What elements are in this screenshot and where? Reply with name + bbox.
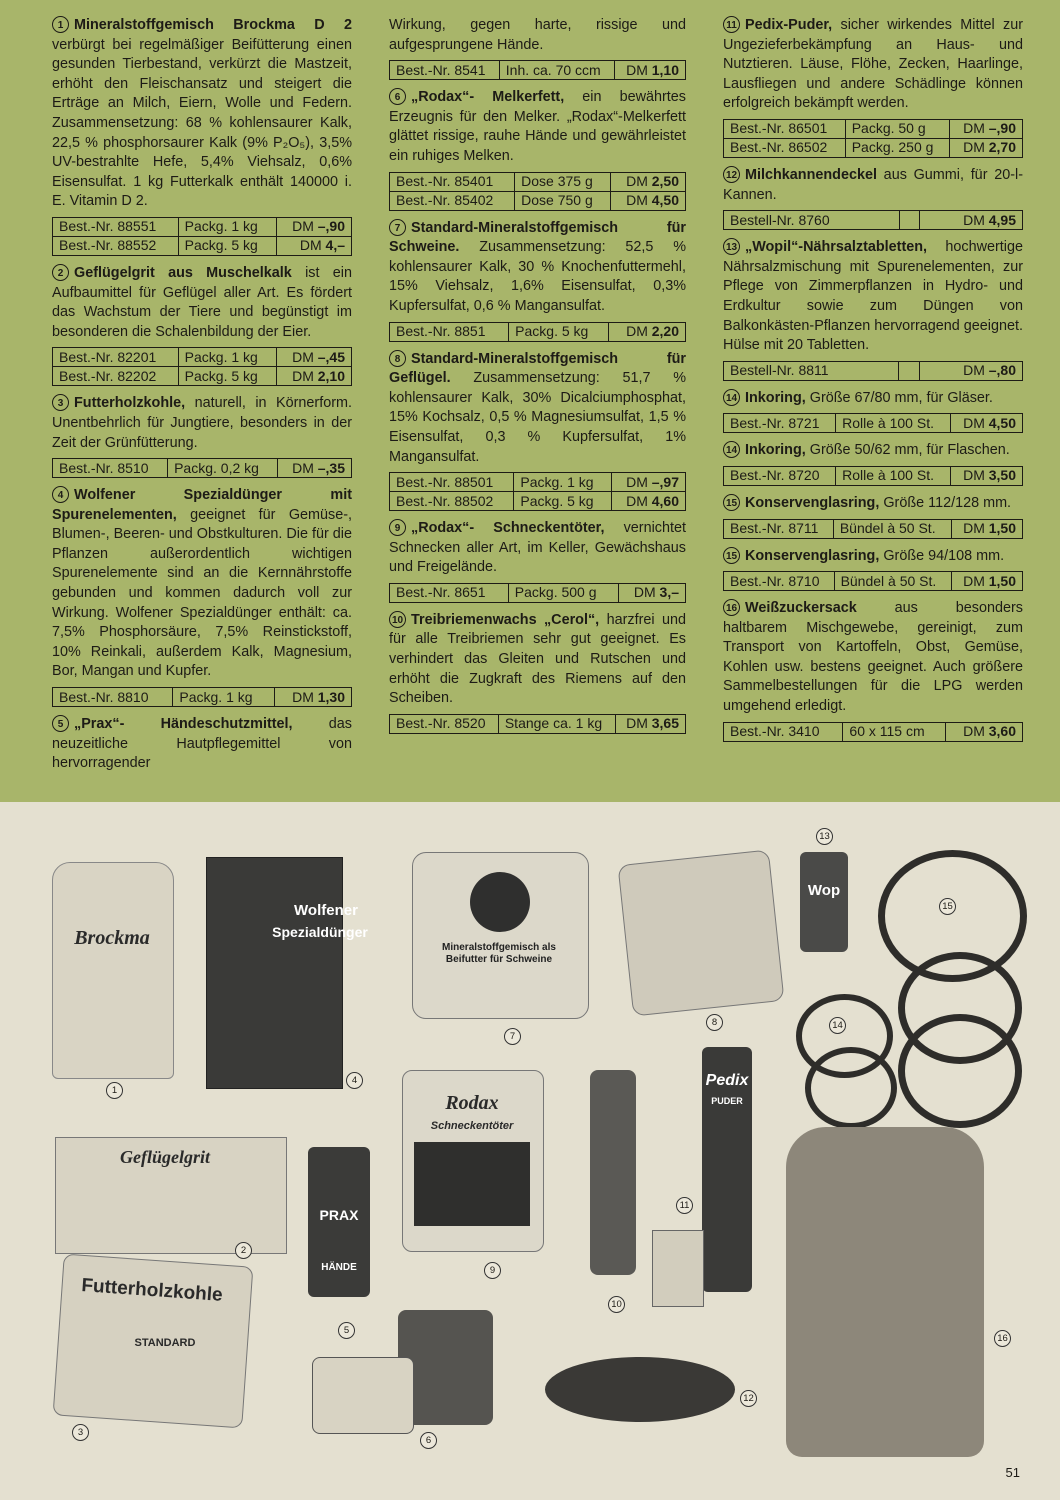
sugar-sack-image <box>786 1127 984 1457</box>
currency: DM <box>292 348 314 365</box>
amount: –,97 <box>651 473 679 490</box>
order-table <box>723 210 1023 230</box>
order-number: Best.-Nr. 88501 <box>390 473 514 492</box>
order-row <box>390 473 686 492</box>
package-size: Bündel à 50 St. <box>833 519 951 538</box>
product-text: geeignet für Gemüse-, Blumen-, Beeren- und Obstkulturen. Die für die Pflanzen außerordentlich wichtigen Spurenelemente sind an die Kernnährstoffe gebunden und kommen dadurch voll zur Wirkung. Wolfener Spezialdünger enthält: ca. 7,5% Phosphorsäure, 7,5% Reinstickstoff, 10% Reinkali, außerdem Kalk, Magnesium, Bor, Mangan und Kupfer. <box>52 506 352 680</box>
product-name: Konservenglasring, <box>745 494 880 511</box>
product-description <box>52 264 352 342</box>
product-text: naturell, in Körnerform. Unentbehrlich für Jungtiere, besonders in der Zeit der Grünfütterung. <box>52 395 352 451</box>
order-number: Best.-Nr. 82201 <box>53 348 179 367</box>
package-size: Packg. 5 kg <box>514 492 611 511</box>
photo-label-16: 16 <box>994 1330 1011 1347</box>
futterholzkohle-label: Futterholzkohle <box>80 1275 224 1306</box>
price <box>951 519 1022 538</box>
package-size: Dose 750 g <box>515 191 611 210</box>
item-number-badge: 5 <box>52 715 69 732</box>
currency: DM <box>963 723 985 740</box>
order-row <box>390 61 686 80</box>
currency: DM <box>963 414 985 431</box>
photo-label-12: 12 <box>740 1390 757 1407</box>
order-row <box>724 119 1023 138</box>
order-number: Best.-Nr. 8541 <box>390 61 500 80</box>
package-size: Inh. ca. 70 ccm <box>499 61 615 80</box>
product-name: Inkoring, <box>745 389 806 406</box>
photo-label-7: 7 <box>504 1028 521 1045</box>
currency: DM <box>626 192 648 209</box>
price <box>277 459 351 478</box>
package-size <box>899 211 919 230</box>
package-size: Packg. 5 kg <box>509 322 609 341</box>
product-description <box>723 599 1023 717</box>
package-size: Bündel à 50 St. <box>834 572 951 591</box>
price <box>951 572 1022 591</box>
price <box>611 191 686 210</box>
product-photo <box>0 802 1060 1500</box>
product-text: ein bewährtes Erzeugnis für den Melker. „Rodax“-Melkerfett glättet rissige, rauhe Hände und gewährleistet ein ruhiges Melken. <box>389 89 686 164</box>
price <box>950 466 1022 485</box>
brockma-bag-image <box>52 862 174 1079</box>
item-number-badge: 6 <box>389 88 406 105</box>
order-table <box>52 217 352 256</box>
photo-label-10: 10 <box>608 1296 625 1313</box>
order-table <box>723 519 1023 539</box>
order-number: Best.-Nr. 3410 <box>724 722 843 741</box>
product-name: „Wopil“-Nährsalztabletten, <box>745 239 928 256</box>
product-text: Größe 112/128 mm. <box>879 494 1012 511</box>
price <box>276 217 351 236</box>
photo-label-1: 1 <box>106 1082 123 1099</box>
product-text: Größe 94/108 mm. <box>879 547 1005 564</box>
prax-label: PRAX <box>319 1207 359 1223</box>
pedix-small-pack <box>652 1230 704 1307</box>
order-table <box>52 347 352 386</box>
order-table <box>723 466 1023 486</box>
product-description <box>389 350 686 468</box>
order-row <box>724 211 1023 230</box>
product-name: Konservenglasring, <box>745 547 880 564</box>
pig-emblem-icon <box>470 872 530 932</box>
price <box>611 492 685 511</box>
mineral-label: Mineralstoffgemisch als Beifutter für Schweine <box>442 942 556 965</box>
text-column-1 <box>52 16 352 779</box>
amount: 4,95 <box>988 211 1016 228</box>
item-number-badge: 14 <box>723 441 740 458</box>
price <box>920 211 1023 230</box>
amount: 2,70 <box>988 139 1016 156</box>
item-number-badge: 2 <box>52 264 69 281</box>
product-text: Zusammensetzung: 52,5 % kohlensaurer Kalk, 30 % Knochenfuttermehl, 15% Viehsalz, 1,6% Eisensulfat, 0,3% Kupfersulfat, 0,6 % Mangansulfat. <box>389 239 686 314</box>
product-name: Milchkannendeckel <box>745 166 877 183</box>
order-table <box>389 714 686 734</box>
product-name: „Prax“- Händeschutzmittel, <box>74 716 293 733</box>
product-description <box>389 219 686 317</box>
photo-label-5: 5 <box>338 1322 355 1339</box>
currency: DM <box>626 715 648 732</box>
product-description <box>389 611 686 709</box>
amount: 1,50 <box>988 520 1016 536</box>
price <box>618 583 685 602</box>
price <box>611 172 686 191</box>
product-text: ist ein Aufbaumittel für Geflügel aller Art. Es fördert das Wachstum der Tiere und begünstigt im besonderen die Schalenbildung der Eier. <box>52 264 352 340</box>
order-table <box>723 119 1023 158</box>
order-number: Best.-Nr. 88552 <box>53 236 179 255</box>
order-row <box>53 217 352 236</box>
order-table <box>389 322 686 342</box>
package-size: Packg. 50 g <box>845 119 950 138</box>
amount: 4,– <box>325 237 345 254</box>
currency: DM <box>963 139 985 156</box>
item-number-badge: 16 <box>723 599 740 616</box>
product-name: Inkoring, <box>745 442 806 459</box>
product-name: Treibriemenwachs „Cerol“, <box>411 611 600 628</box>
product-description <box>723 166 1023 205</box>
order-number: Best.-Nr. 8520 <box>390 714 499 733</box>
order-row <box>724 722 1023 741</box>
photo-label-2: 2 <box>235 1242 252 1259</box>
photo-label-3: 3 <box>72 1424 89 1441</box>
order-row <box>724 572 1023 591</box>
amount: 2,20 <box>651 323 679 340</box>
package-size: Packg. 250 g <box>845 138 950 157</box>
amount: 3,60 <box>988 723 1016 740</box>
package-size: Packg. 1 kg <box>173 688 274 707</box>
product-description <box>723 238 1023 356</box>
amount: –,90 <box>317 218 345 235</box>
currency: DM <box>963 362 985 379</box>
order-table <box>723 571 1023 591</box>
product-text: Größe 50/62 mm, für Flaschen. <box>805 442 1010 459</box>
order-row <box>53 236 352 255</box>
product-text: aus Gummi, für 20-l-Kannen. <box>723 166 1023 203</box>
currency: DM <box>626 323 648 340</box>
product-description <box>723 441 1023 461</box>
product-text: verbürgt bei regelmäßiger Beifütterung einen gesunden Tierbestand, verkürzt die Mastzeit, erhöht den Fleischansatz und steigert die Erträge an Milch, Eiern, Wolle und Federn. Zusammensetzung: 68 % kohlensaurer Kalk, 22,5 % phosphorsaurer Kalk (9% P₂O₅), 3,5% UV-bestrahlte Hefe, 5,4% Viehsalz, 0,6% Eisensulfat. 1 kg Futterkalk enthält 140000 i. E. Vitamin D 2. <box>52 36 352 210</box>
product-text: sicher wirkendes Mittel zur Ungezieferbekämpfung an Haus- und Nutztieren. Läuse, Flöhe, Zecken, Haarlinge, Lausfliegen und andere Schädlinge können erfolgreich bekämpft werden. <box>723 17 1023 112</box>
order-number: Best.-Nr. 88551 <box>53 217 179 236</box>
order-number: Best.-Nr. 8651 <box>390 583 509 602</box>
milk-can-lid-image <box>545 1357 735 1422</box>
package-size: Packg. 5 kg <box>178 236 276 255</box>
price <box>611 473 685 492</box>
amount: 2,10 <box>317 367 345 384</box>
package-size: Stange ca. 1 kg <box>498 714 615 733</box>
order-row <box>53 348 352 367</box>
text-column-3 <box>723 16 1023 750</box>
order-number: Bestell-Nr. 8811 <box>724 361 899 380</box>
order-table <box>389 172 686 211</box>
amount: 3,– <box>659 584 679 601</box>
amount: 1,10 <box>651 61 679 78</box>
currency: DM <box>963 211 985 228</box>
photo-label-13: 13 <box>816 828 833 845</box>
product-name: Futterholzkohle, <box>74 395 186 412</box>
product-description <box>723 389 1023 409</box>
price <box>276 348 351 367</box>
package-size: Packg. 1 kg <box>178 348 276 367</box>
item-number-badge: 11 <box>723 16 740 33</box>
package-size: Dose 375 g <box>515 172 611 191</box>
amount: 1,30 <box>317 688 345 705</box>
price <box>276 367 351 386</box>
product-description <box>389 16 686 55</box>
schneckentoeter-panel <box>414 1142 530 1226</box>
order-row <box>53 688 352 707</box>
product-description <box>723 494 1023 514</box>
product-text: harzfrei und für alle Treibriemen sehr gut geeignet. Es verhindert das Gleiten und Rutschen und erhöht die Zugkraft des Riemens auf den Scheiben. <box>389 611 686 707</box>
order-row <box>390 191 686 210</box>
item-number-badge: 1 <box>52 16 69 33</box>
product-name: Standard-Mineralstoffgemisch für Schweine. <box>389 219 686 256</box>
currency: DM <box>963 120 985 137</box>
order-table <box>723 361 1023 381</box>
amount: –,35 <box>317 459 345 476</box>
price <box>946 722 1023 741</box>
product-text: Größe 67/80 mm, für Gläser. <box>805 389 993 406</box>
product-text: Zusammensetzung: 51,7 % kohlensaurer Kalk, 30% Dicalciumphosphat, 15% Kochsalz, 0,5 % Magnesiumsulfat, 1,5 % Eisensulfat, 0,3 % Kupfersulfat, 1% Mangansulfat. <box>389 370 686 465</box>
product-description <box>52 16 352 212</box>
product-description <box>52 394 352 453</box>
order-number: Best.-Nr. 86501 <box>724 119 846 138</box>
amount: 4,50 <box>651 192 679 209</box>
product-description <box>723 547 1023 567</box>
price <box>274 688 351 707</box>
photo-label-4: 4 <box>346 1072 363 1089</box>
order-table <box>52 687 352 707</box>
order-row <box>390 322 686 341</box>
amount: –,90 <box>988 120 1016 137</box>
product-name: Weißzuckersack <box>745 600 857 617</box>
page-number: 51 <box>1005 1465 1020 1480</box>
currency: DM <box>292 218 314 235</box>
product-text: das neuzeitliche Hautpflegemittel von hervorragender <box>52 716 352 772</box>
item-number-badge: 4 <box>52 486 69 503</box>
photo-label-11: 11 <box>676 1197 693 1214</box>
photo-label-8: 8 <box>706 1014 723 1031</box>
price <box>609 322 686 341</box>
order-row <box>724 466 1023 485</box>
order-row <box>724 519 1023 538</box>
item-number-badge: 14 <box>723 389 740 406</box>
item-number-badge: 15 <box>723 494 740 511</box>
product-name: „Rodax“- Melkerfett, <box>411 89 565 106</box>
wolfener-box-image <box>206 857 343 1089</box>
order-number: Bestell-Nr. 8760 <box>724 211 900 230</box>
product-description <box>52 715 352 774</box>
order-number: Best.-Nr. 85401 <box>390 172 515 191</box>
amount: 4,50 <box>988 414 1016 431</box>
puder-label: PUDER <box>711 1096 743 1106</box>
item-number-badge: 7 <box>389 219 406 236</box>
order-number: Best.-Nr. 8711 <box>724 519 834 538</box>
package-size: Packg. 1 kg <box>178 217 276 236</box>
amount: 1,50 <box>988 572 1016 589</box>
order-row <box>53 459 352 478</box>
product-text: Wirkung, gegen harte, rissige und aufgesprungene Hände. <box>389 17 686 53</box>
price <box>950 138 1023 157</box>
item-number-badge: 15 <box>723 547 740 564</box>
amount: 4,60 <box>651 492 679 509</box>
spezialduenger-label: Spezialdünger <box>272 924 368 940</box>
product-description <box>723 16 1023 114</box>
order-table <box>389 60 686 80</box>
order-number: Best.-Nr. 86502 <box>724 138 846 157</box>
currency: DM <box>292 367 314 384</box>
order-table <box>389 583 686 603</box>
product-name: Mineralstoffgemisch Brockma D 2 <box>74 17 352 33</box>
photo-label-15: 15 <box>939 898 956 915</box>
amount: –,80 <box>988 362 1016 379</box>
item-number-badge: 8 <box>389 350 406 367</box>
order-number: Best.-Nr. 8720 <box>724 466 836 485</box>
order-row <box>724 138 1023 157</box>
price <box>615 61 686 80</box>
order-table <box>389 472 686 511</box>
order-number: Best.-Nr. 8810 <box>53 688 173 707</box>
package-size: Rolle à 100 St. <box>836 414 951 433</box>
order-row <box>390 583 686 602</box>
currency: DM <box>626 173 648 190</box>
order-number: Best.-Nr. 85402 <box>390 191 515 210</box>
amount: 3,65 <box>651 715 679 732</box>
item-number-badge: 3 <box>52 394 69 411</box>
order-row <box>53 367 352 386</box>
rodax-label: Rodax <box>445 1092 499 1114</box>
currency: DM <box>633 584 656 601</box>
order-table <box>52 458 352 478</box>
item-number-badge: 9 <box>389 519 406 536</box>
product-name: Geflügelgrit aus Muschelkalk <box>74 264 292 281</box>
package-size <box>899 361 919 380</box>
order-row <box>390 492 686 511</box>
photo-label-14: 14 <box>829 1017 846 1034</box>
order-number: Best.-Nr. 8510 <box>53 459 168 478</box>
order-row <box>724 414 1023 433</box>
order-row <box>390 172 686 191</box>
currency: DM <box>292 459 314 476</box>
photo-label-6: 6 <box>420 1432 437 1449</box>
currency: DM <box>963 520 985 536</box>
item-number-badge: 10 <box>389 611 406 628</box>
product-name: „Rodax“- Schneckentöter, <box>411 520 605 537</box>
wopil-tube-image <box>800 852 848 952</box>
price <box>615 714 685 733</box>
order-number: Best.-Nr. 82202 <box>53 367 179 386</box>
standard-label: STANDARD <box>134 1337 196 1349</box>
price <box>919 361 1022 380</box>
product-name: Standard-Mineralstoffgemisch für Geflügel. <box>389 350 686 387</box>
package-size: Packg. 1 kg <box>514 473 611 492</box>
order-row <box>390 714 686 733</box>
currency: DM <box>963 467 985 484</box>
mineral-gefluegel-bag-image <box>617 849 784 1016</box>
package-size: 60 x 115 cm <box>843 722 946 741</box>
currency: DM <box>292 688 314 705</box>
wopil-label: Wop <box>807 882 841 899</box>
product-description <box>389 88 686 166</box>
text-column-2 <box>389 16 686 742</box>
currency: DM <box>299 237 322 254</box>
package-size: Rolle à 100 St. <box>836 466 951 485</box>
order-table <box>723 413 1023 433</box>
currency: DM <box>626 61 648 78</box>
glass-ring-small <box>898 1014 1022 1128</box>
order-number: Best.-Nr. 8710 <box>724 572 835 591</box>
price <box>950 414 1022 433</box>
haende-label: HÄNDE <box>321 1262 357 1273</box>
inko-ring-2 <box>805 1047 897 1129</box>
schneckentoeter-label: Schneckentöter <box>430 1120 514 1132</box>
order-number: Best.-Nr. 88502 <box>390 492 514 511</box>
currency: DM <box>626 473 648 490</box>
package-size: Packg. 500 g <box>508 583 618 602</box>
amount: –,45 <box>317 348 345 365</box>
product-text: vernichtet Schnecken aller Art, im Keller, Gewächshaus und Freigelände. <box>389 520 686 576</box>
amount: 2,50 <box>651 173 679 190</box>
price <box>276 236 351 255</box>
item-number-badge: 12 <box>723 166 740 183</box>
order-number: Best.-Nr. 8721 <box>724 414 836 433</box>
currency: DM <box>626 492 648 509</box>
package-size: Packg. 0,2 kg <box>168 459 278 478</box>
pedix-label: Pedix <box>705 1072 749 1089</box>
product-name: Wolfener Spezialdünger mit Spurenelementen, <box>52 487 352 523</box>
cerol-tube-image <box>590 1070 636 1275</box>
package-size: Packg. 5 kg <box>178 367 276 386</box>
order-row <box>724 361 1023 380</box>
photo-label-9: 9 <box>484 1262 501 1279</box>
melkerfett-tin-small <box>312 1357 414 1434</box>
brockma-label: Brockma <box>74 927 150 949</box>
product-text: hochwertige Nährsalzmischung mit Spurenelementen, zur Pflege von Zimmerpflanzen in Hydro- und Erdkultur sowie zum Düngen von Balkonkästen-Pflanzen hervorragend geeignet. Hülse mit 20 Tabletten. <box>723 239 1024 354</box>
product-text: aus besonders haltbarem Mischgewebe, gereinigt, zum Transport von Kartoffeln, Obst, Gemüse, Kohlen usw. bestens geeignet. Auch größere Sammelbestellungen für die LPG werden umgehend erledigt. <box>723 600 1023 715</box>
product-name: Pedix-Puder, <box>745 17 833 33</box>
order-number: Best.-Nr. 8851 <box>390 322 509 341</box>
product-description <box>389 519 686 578</box>
item-number-badge: 13 <box>723 238 740 255</box>
product-description <box>52 486 352 682</box>
order-table <box>723 722 1023 742</box>
price <box>950 119 1023 138</box>
wolfener-label: Wolfener <box>294 902 358 919</box>
amount: 3,50 <box>988 467 1016 484</box>
gefluegelgrit-label: Geflügelgrit <box>120 1147 210 1167</box>
currency: DM <box>963 572 985 589</box>
